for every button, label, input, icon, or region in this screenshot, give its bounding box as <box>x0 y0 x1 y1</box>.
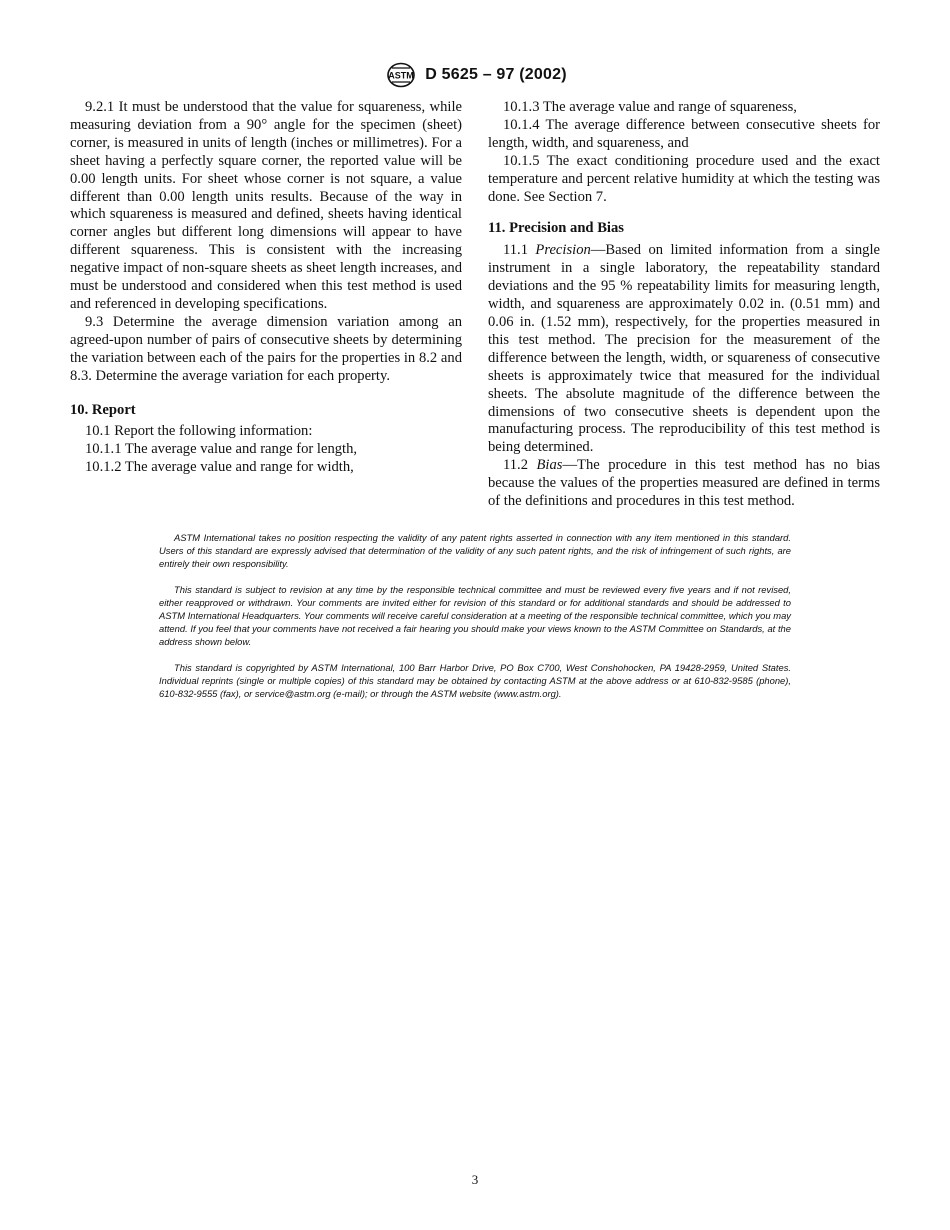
paragraph-11-1-title: Precision <box>535 242 591 259</box>
page-header <box>0 62 950 88</box>
footer-notes <box>159 531 791 713</box>
paragraph-10-1-3: 10.1.3 The average value and range of squareness, <box>503 99 797 115</box>
paragraph-11-2-title: Bias <box>536 457 563 474</box>
paragraph-11-2-number: 11.2 <box>503 457 528 474</box>
standard-designation: D 5625 – 97 (2002) <box>425 66 567 83</box>
paragraph-11-1-number: 11.1 <box>503 242 528 259</box>
page-number: 3 <box>471 1172 479 1187</box>
paragraph-10-1: 10.1 Report the following information: <box>85 423 313 440</box>
paragraph-10-1-2: 10.1.2 The average value and range for width, <box>85 459 354 476</box>
section-heading-precision-bias: 11. Precision and Bias <box>488 220 624 237</box>
revision-notice: This standard is subject to revision at any time by the responsible technical committee and must be reviewed every five years and if not revised, either reapproved or withdrawn. Your comments are invited either for revision of this standard or for additional standards and should be addressed to ASTM International Headquarters. Your comments will receive careful consideration at a meeting of the responsible technical committee, which you may attend. If you feel that your comments have not received a fair hearing you should make your views known to the ASTM Committee on Standards, at the address shown below. <box>159 584 791 647</box>
paragraph-9-2-1: 9.2.1 It must be understood that the value for squareness, while measuring deviation from a 90° angle for the specimen (sheet) corner, is measured in units of length (inches or millimetres). For a sheet having a perfectly square corner, the reported value will be 0.00 length units. For sheet whose corner is not square, a value different than 0.00 length units results. Because of the way in which squareness is measured and defined, sheets having identical corner angles but different long dimensions will appear to have different squareness. This is consistent with the increasing negative impact of non-square sheets as sheet length increases, and must be understood and considered when this test method is used and referenced in developing specifications. <box>70 99 462 312</box>
paragraph-9-3: 9.3 Determine the average dimension variation among an agreed-upon number of pairs of consecutive sheets by determining the variation between each of the pairs for the properties in 8.2 and 8.3. Determine the average variation for each property. <box>70 313 462 384</box>
patent-notice: ASTM International takes no position respecting the validity of any patent rights asserted in connection with any item mentioned in this standard. Users of this standard are expressly advised that determination of the validity of any such patent rights, and the risk of infringement of such rights, are entirely their own responsibility. <box>159 532 791 569</box>
paragraph-11-1 <box>488 242 880 457</box>
paragraph-11-2-body: —The procedure in this test method has no bias because the values of the properties measured are defined in terms of the definitions and procedures in this test method. <box>488 457 881 510</box>
left-column <box>70 99 462 477</box>
astm-logo-text: ASTM <box>388 70 414 81</box>
astm-logo-icon <box>383 62 419 88</box>
paragraph-11-1-body: —Based on limited information from a single instrument in a single laboratory, the repeatability standard deviations and the 95 % repeatability limits for measuring length, width, and squareness are approximately 0.02 in. (0.51 mm) and 0.06 in. (1.52 mm), respectively, for the properties measured in this test method. The precision for the measurement of the difference between the length, width, or squareness of consecutive sheets is approximately twice that measured for the individual sheets. The absolute magnitude of the difference between the dimensions of two consecutive sheets is dependent upon the manufacturing process. The reproducibility of this test method is being determined. <box>488 242 880 456</box>
paragraph-11-2 <box>488 457 880 511</box>
paragraph-10-1-4: 10.1.4 The average difference between consecutive sheets for length, width, and squareness, and <box>488 116 880 151</box>
section-heading-report: 10. Report <box>70 401 136 418</box>
right-column <box>488 99 880 511</box>
paragraph-10-1-1: 10.1.1 The average value and range for length, <box>85 441 358 458</box>
paragraph-10-1-5: 10.1.5 The exact conditioning procedure used and the exact temperature and percent relative humidity at which the testing was done. See Section 7. <box>488 152 880 205</box>
copyright-notice: This standard is copyrighted by ASTM International, 100 Barr Harbor Drive, PO Box C700, West Conshohocken, PA 19428-2959, United States. Individual reprints (single or multiple copies) of this standard may be obtained by contacting ASTM at the above address or at 610-832-9585 (phone), 610-832-9555 (fax), or service@astm.org (e-mail); or through the ASTM website (www.astm.org). <box>159 662 791 699</box>
